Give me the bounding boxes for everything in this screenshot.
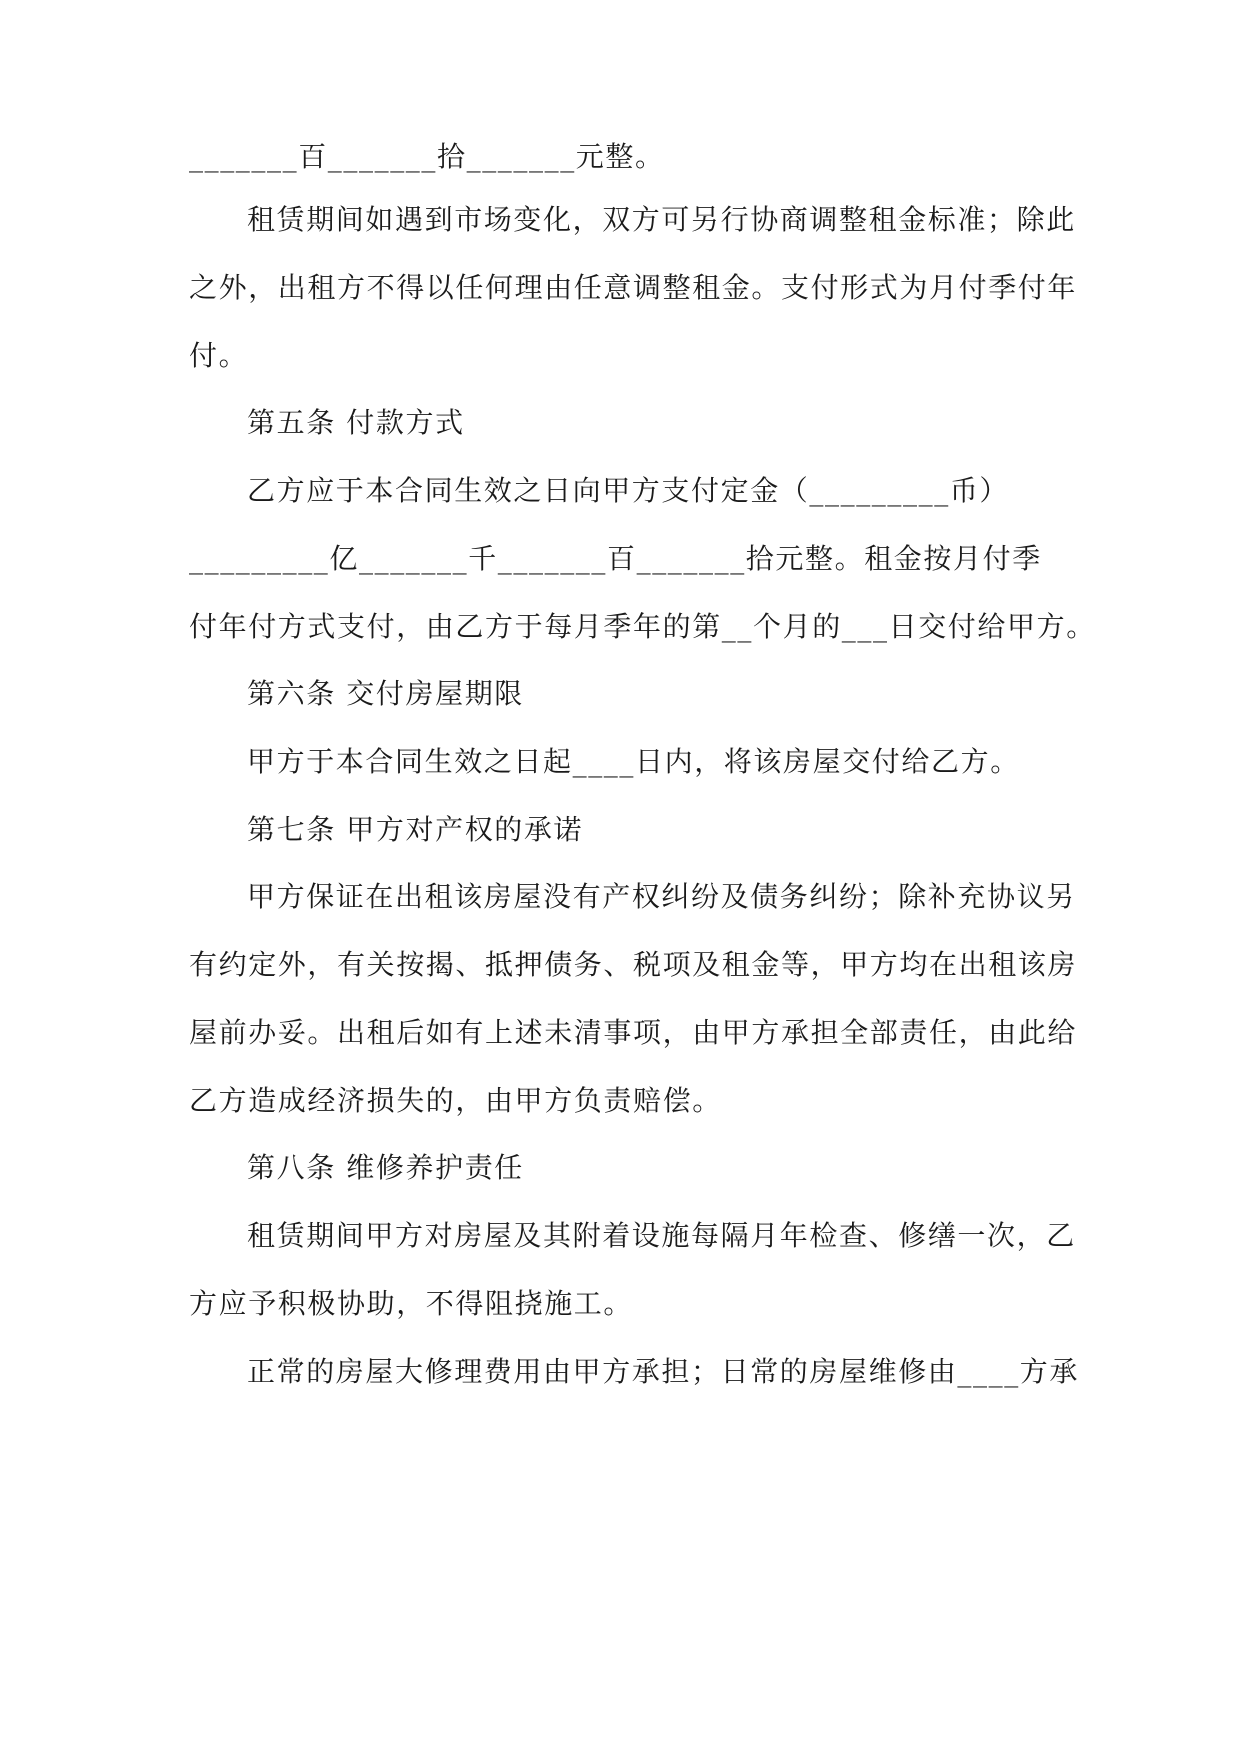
text-line: 乙方造成经济损失的，由甲方负责赔偿。 <box>189 1084 722 1117</box>
text-line: 之外，出租方不得以任何理由任意调整租金。支付形式为月付季付年 <box>189 271 1078 304</box>
paragraph-property-guarantee: 甲方保证在出租该房屋没有产权纠纷及债务纠纷；除补充协议另 <box>247 880 1076 913</box>
text-line: 屋前办妥。出租后如有上述未清事项，由甲方承担全部责任，由此给 <box>189 1016 1078 1049</box>
paragraph-deposit: 乙方应于本合同生效之日向甲方支付定金（_________币） <box>247 474 1010 507</box>
text-line: 有约定外，有关按揭、抵押债务、税项及租金等，甲方均在出租该房 <box>189 948 1078 981</box>
paragraph-delivery-period: 甲方于本合同生效之日起____日内，将该房屋交付给乙方。 <box>247 745 1020 778</box>
section-heading-article-7: 第七条 甲方对产权的承诺 <box>247 813 584 846</box>
text-line: _______百_______拾_______元整。 <box>189 140 665 173</box>
paragraph-repair-costs: 正常的房屋大修理费用由甲方承担；日常的房屋维修由____方承 <box>247 1355 1080 1388</box>
text-line: _________亿_______千_______百_______拾元整。租金按月付季 <box>189 542 1042 575</box>
text-line: 方应予积极协助，不得阻挠施工。 <box>189 1287 634 1320</box>
section-heading-article-8: 第八条 维修养护责任 <box>247 1151 524 1184</box>
text-line: 付年付方式支付，由乙方于每月季年的第__个月的___日交付给甲方。 <box>189 610 1096 643</box>
paragraph-rent-adjustment: 租赁期间如遇到市场变化，双方可另行协商调整租金标准；除此 <box>247 203 1076 236</box>
section-heading-article-6: 第六条 交付房屋期限 <box>247 677 524 710</box>
section-heading-article-5: 第五条 付款方式 <box>247 406 465 439</box>
text-line: 付。 <box>189 339 249 372</box>
paragraph-inspection: 租赁期间甲方对房屋及其附着设施每隔月年检查、修缮一次，乙 <box>247 1219 1076 1252</box>
